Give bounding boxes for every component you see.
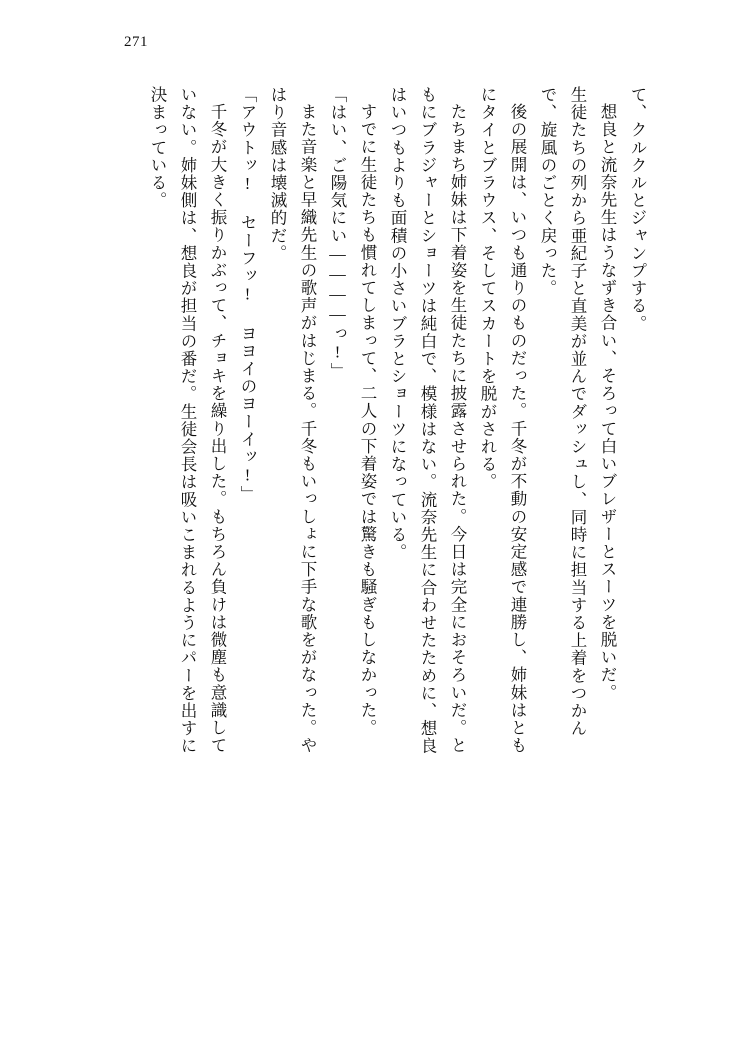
text-line: で、旋風のごとく戻った。 (538, 86, 557, 298)
text-line: はり音感は壊滅的だ。 (268, 86, 287, 262)
text-line: 生徒たちの列から亜紀子と直美が並んでダッシュし、同時に担当する上着をつかん (568, 86, 587, 738)
text-line: 「アウトッ! セーフッ! ヨヨイのヨーイッ!」 (238, 86, 257, 504)
text-line: また音楽と早織先生の歌声がはじまる。千冬もいっしょに下手な歌をがなった。や (298, 103, 317, 755)
page-number: 271 (124, 34, 148, 50)
text-line: 後の展開は、いつも通りのものだった。千冬が不動の安定感で連勝し、姉妹はとも (508, 103, 527, 755)
vertical-text-body (96, 86, 652, 976)
text-line: て、クルクルとジャンプする。 (628, 86, 647, 333)
text-line: もにブラジャーとショーツは純白で、模様はない。流奈先生に合わせたために、想良 (418, 86, 437, 755)
text-line: はいつもよりも面積の小さいブラとショーツになっている。 (388, 86, 407, 562)
text-line: 想良と流奈先生はうなずき合い、そろって白いブレザーとスーツを脱いだ。 (598, 103, 617, 702)
text-line: にタイとブラウス、そしてスカートを脱がされる。 (478, 86, 497, 491)
text-line: いない。姉妹側は、想良が担当の番だ。生徒会長は吸いこまれるようにパーを出すに (178, 86, 197, 755)
text-line: すでに生徒たちも慣れてしまって、二人の下着姿では驚きも騒ぎもしなかった。 (358, 103, 377, 737)
text-line: 千冬が大きく振りかぶって、チョキを繰り出した。もちろん負けは微塵も意識して (208, 103, 227, 755)
text-line: 「はい、ご陽気にい――――っ!」 (328, 86, 347, 381)
text-line: 決まっている。 (148, 86, 167, 210)
text-line: たちまち姉妹は下着姿を生徒たちに披露させられた。今日は完全におそろいだ。と (448, 103, 467, 755)
